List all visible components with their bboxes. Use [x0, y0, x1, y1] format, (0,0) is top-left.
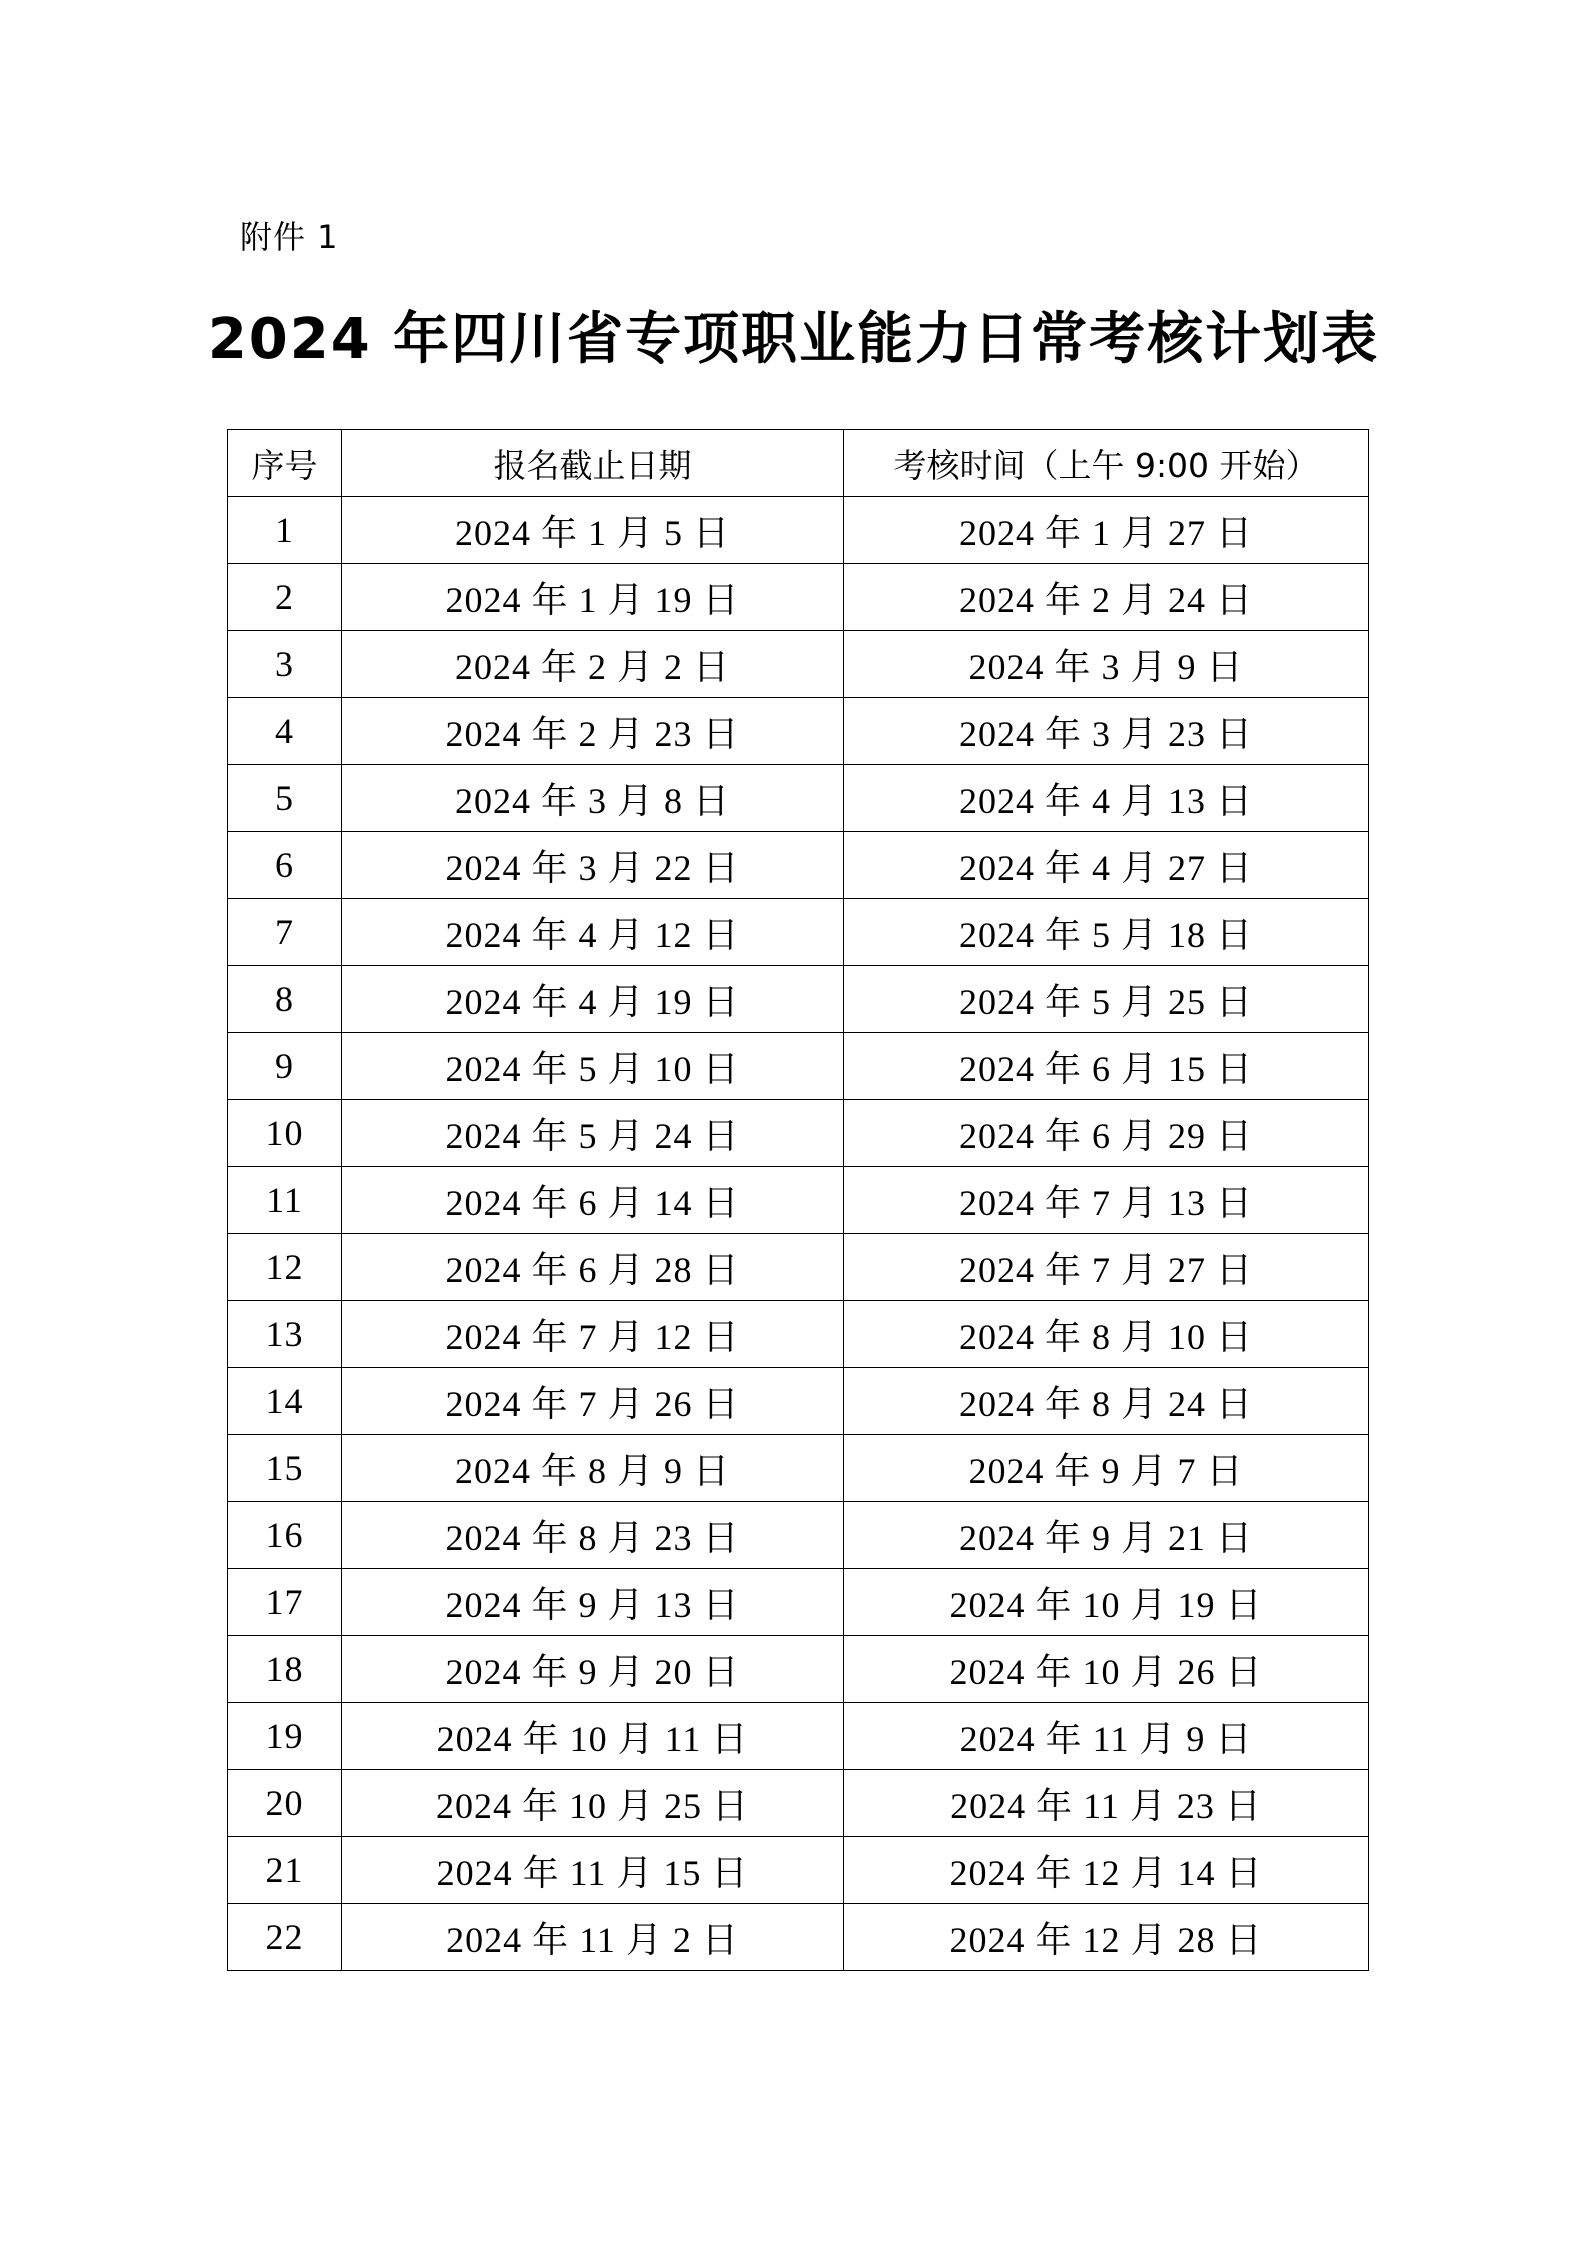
row-index-cell: 10: [228, 1100, 342, 1167]
row-index-cell: 8: [228, 966, 342, 1033]
row-index-cell: 11: [228, 1167, 342, 1234]
registration-deadline-cell: 2024 年 9 月 20 日: [342, 1636, 844, 1703]
registration-deadline-cell: 2024 年 8 月 9 日: [342, 1435, 844, 1502]
registration-deadline-cell: 2024 年 1 月 19 日: [342, 564, 844, 631]
registration-deadline-cell: 2024 年 5 月 24 日: [342, 1100, 844, 1167]
registration-deadline-cell: 2024 年 4 月 19 日: [342, 966, 844, 1033]
row-index-cell: 1: [228, 497, 342, 564]
row-index-cell: 17: [228, 1569, 342, 1636]
registration-deadline-cell: 2024 年 3 月 8 日: [342, 765, 844, 832]
table-row: [228, 1033, 1369, 1100]
table-row: [228, 899, 1369, 966]
row-index-cell: 19: [228, 1703, 342, 1770]
exam-date-cell: 2024 年 5 月 25 日: [844, 966, 1369, 1033]
header-index: 序号: [228, 430, 342, 497]
schedule-table: [227, 429, 1369, 1971]
table-row: [228, 1368, 1369, 1435]
header-exam-time: 考核时间（上午 9:00 开始）: [844, 430, 1369, 497]
table-row: [228, 1837, 1369, 1904]
exam-date-cell: 2024 年 11 月 9 日: [844, 1703, 1369, 1770]
row-index-cell: 3: [228, 631, 342, 698]
table-header-row: [228, 430, 1369, 497]
registration-deadline-cell: 2024 年 11 月 2 日: [342, 1904, 844, 1971]
table-row: [228, 1167, 1369, 1234]
registration-deadline-cell: 2024 年 7 月 26 日: [342, 1368, 844, 1435]
exam-date-cell: 2024 年 9 月 21 日: [844, 1502, 1369, 1569]
row-index-cell: 6: [228, 832, 342, 899]
table-row: [228, 1636, 1369, 1703]
header-registration-deadline: 报名截止日期: [342, 430, 844, 497]
row-index-cell: 15: [228, 1435, 342, 1502]
exam-date-cell: 2024 年 6 月 15 日: [844, 1033, 1369, 1100]
registration-deadline-cell: 2024 年 7 月 12 日: [342, 1301, 844, 1368]
exam-date-cell: 2024 年 8 月 10 日: [844, 1301, 1369, 1368]
table-row: [228, 765, 1369, 832]
table-row: [228, 1435, 1369, 1502]
table-row: [228, 564, 1369, 631]
table-row: [228, 1703, 1369, 1770]
page-title: 2024 年四川省专项职业能力日常考核计划表: [207, 307, 1380, 372]
table-row: [228, 1502, 1369, 1569]
exam-date-cell: 2024 年 3 月 23 日: [844, 698, 1369, 765]
row-index-cell: 16: [228, 1502, 342, 1569]
table-row: [228, 631, 1369, 698]
exam-date-cell: 2024 年 2 月 24 日: [844, 564, 1369, 631]
table-row: [228, 1301, 1369, 1368]
registration-deadline-cell: 2024 年 4 月 12 日: [342, 899, 844, 966]
row-index-cell: 13: [228, 1301, 342, 1368]
row-index-cell: 20: [228, 1770, 342, 1837]
registration-deadline-cell: 2024 年 11 月 15 日: [342, 1837, 844, 1904]
exam-date-cell: 2024 年 10 月 19 日: [844, 1569, 1369, 1636]
exam-date-cell: 2024 年 5 月 18 日: [844, 899, 1369, 966]
exam-date-cell: 2024 年 8 月 24 日: [844, 1368, 1369, 1435]
row-index-cell: 2: [228, 564, 342, 631]
row-index-cell: 12: [228, 1234, 342, 1301]
table-row: [228, 497, 1369, 564]
exam-date-cell: 2024 年 1 月 27 日: [844, 497, 1369, 564]
registration-deadline-cell: 2024 年 2 月 23 日: [342, 698, 844, 765]
row-index-cell: 22: [228, 1904, 342, 1971]
table-row: [228, 698, 1369, 765]
exam-date-cell: 2024 年 9 月 7 日: [844, 1435, 1369, 1502]
row-index-cell: 7: [228, 899, 342, 966]
exam-date-cell: 2024 年 10 月 26 日: [844, 1636, 1369, 1703]
exam-date-cell: 2024 年 4 月 27 日: [844, 832, 1369, 899]
exam-date-cell: 2024 年 11 月 23 日: [844, 1770, 1369, 1837]
table-row: [228, 966, 1369, 1033]
table-row: [228, 1770, 1369, 1837]
registration-deadline-cell: 2024 年 3 月 22 日: [342, 832, 844, 899]
row-index-cell: 9: [228, 1033, 342, 1100]
row-index-cell: 5: [228, 765, 342, 832]
row-index-cell: 18: [228, 1636, 342, 1703]
registration-deadline-cell: 2024 年 1 月 5 日: [342, 497, 844, 564]
registration-deadline-cell: 2024 年 10 月 11 日: [342, 1703, 844, 1770]
registration-deadline-cell: 2024 年 9 月 13 日: [342, 1569, 844, 1636]
table-body: [228, 497, 1369, 1971]
registration-deadline-cell: 2024 年 6 月 14 日: [342, 1167, 844, 1234]
table-row: [228, 1904, 1369, 1971]
exam-date-cell: 2024 年 6 月 29 日: [844, 1100, 1369, 1167]
table-row: [228, 1569, 1369, 1636]
table-row: [228, 832, 1369, 899]
exam-date-cell: 2024 年 3 月 9 日: [844, 631, 1369, 698]
row-index-cell: 14: [228, 1368, 342, 1435]
row-index-cell: 4: [228, 698, 342, 765]
registration-deadline-cell: 2024 年 8 月 23 日: [342, 1502, 844, 1569]
table-row: [228, 1234, 1369, 1301]
exam-date-cell: 2024 年 7 月 13 日: [844, 1167, 1369, 1234]
exam-date-cell: 2024 年 12 月 14 日: [844, 1837, 1369, 1904]
exam-date-cell: 2024 年 12 月 28 日: [844, 1904, 1369, 1971]
registration-deadline-cell: 2024 年 10 月 25 日: [342, 1770, 844, 1837]
exam-date-cell: 2024 年 4 月 13 日: [844, 765, 1369, 832]
attachment-label: 附件 1: [240, 218, 339, 256]
table-row: [228, 1100, 1369, 1167]
registration-deadline-cell: 2024 年 5 月 10 日: [342, 1033, 844, 1100]
registration-deadline-cell: 2024 年 2 月 2 日: [342, 631, 844, 698]
exam-date-cell: 2024 年 7 月 27 日: [844, 1234, 1369, 1301]
row-index-cell: 21: [228, 1837, 342, 1904]
registration-deadline-cell: 2024 年 6 月 28 日: [342, 1234, 844, 1301]
